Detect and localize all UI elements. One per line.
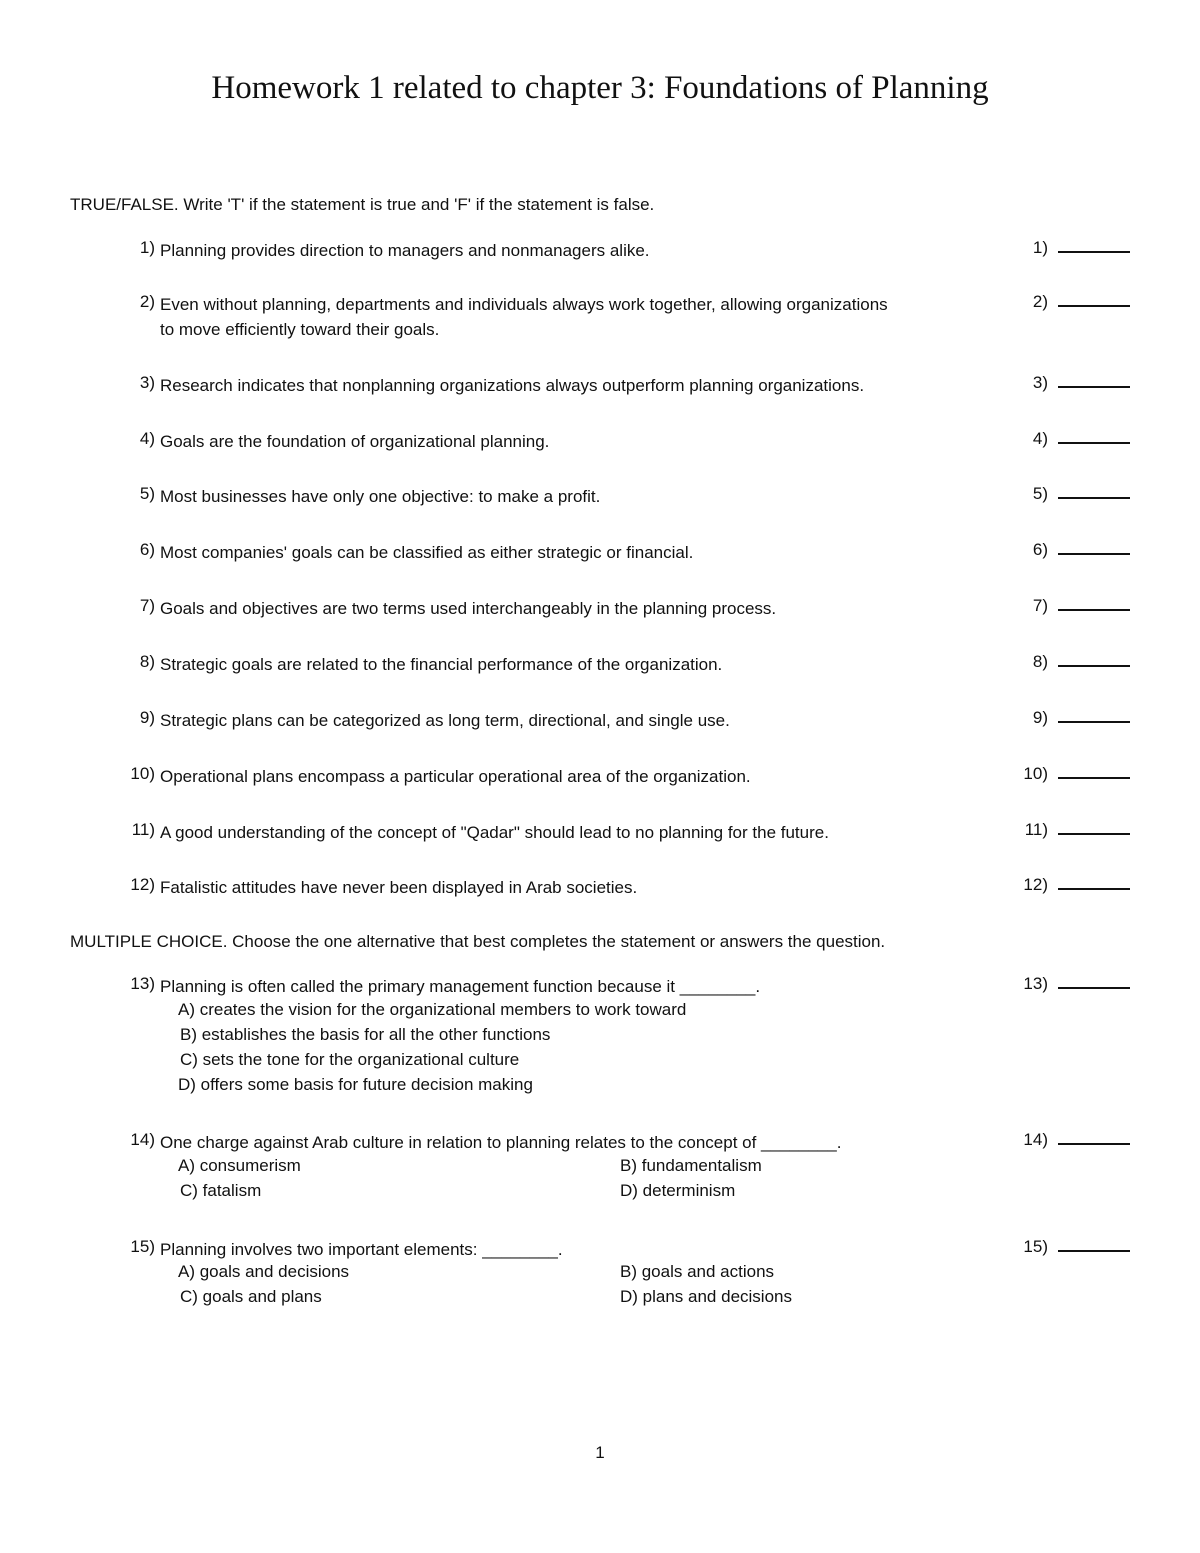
page-number: 1 <box>595 1443 605 1462</box>
answer-number: 14) <box>1023 1130 1048 1149</box>
answer-blank[interactable] <box>1058 553 1130 555</box>
tf-instructions: TRUE/FALSE. Write 'T' if the statement is true and 'F' if the statement is false. <box>70 195 655 214</box>
answer-blank[interactable] <box>1058 386 1130 388</box>
option-a[interactable]: A) consumerism <box>178 1156 301 1175</box>
answer-blank[interactable] <box>1058 833 1130 835</box>
question-text: Strategic goals are related to the financial performance of the organization. <box>160 655 723 674</box>
question-number: 5) <box>139 484 155 503</box>
answer-number: 9) <box>1032 708 1048 727</box>
question-text: Goals are the foundation of organizational planning. <box>160 432 550 451</box>
mc-instructions: MULTIPLE CHOICE. Choose the one alternative that best completes the statement or answers the question. <box>70 932 886 951</box>
question-number: 13) <box>130 974 155 993</box>
question-text: Planning involves two important elements: ________. <box>160 1240 563 1259</box>
question-number: 9) <box>139 708 155 727</box>
option-c[interactable]: C) sets the tone for the organizational culture <box>180 1050 520 1069</box>
page-title: Homework 1 related to chapter 3: Foundations of Planning <box>211 70 989 106</box>
question-number: 14) <box>130 1130 155 1149</box>
question-number: 2) <box>139 292 155 311</box>
answer-number: 15) <box>1023 1237 1048 1256</box>
option-c[interactable]: C) fatalism <box>180 1181 262 1200</box>
question-number: 7) <box>139 596 155 615</box>
answer-blank[interactable] <box>1058 1143 1130 1145</box>
answer-number: 5) <box>1032 484 1048 503</box>
answer-number: 3) <box>1032 373 1048 392</box>
option-d[interactable]: D) plans and decisions <box>620 1287 792 1306</box>
question-text: Even without planning, departments and individuals always work together, allowing organizations to move efficiently toward their goals. <box>160 295 888 339</box>
answer-blank[interactable] <box>1058 721 1130 723</box>
answer-blank[interactable] <box>1058 305 1130 307</box>
question-number: 11) <box>131 820 155 839</box>
question-number: 4) <box>139 429 155 448</box>
question-text: One charge against Arab culture in relation to planning relates to the concept of ________. <box>160 1133 842 1152</box>
question-text: Operational plans encompass a particular operational area of the organization. <box>160 767 751 786</box>
answer-blank[interactable] <box>1058 442 1130 444</box>
option-b[interactable]: B) goals and actions <box>620 1262 775 1281</box>
question-number: 8) <box>139 652 155 671</box>
question-text: Fatalistic attitudes have never been displayed in Arab societies. <box>160 878 638 897</box>
question-number: 1) <box>139 238 155 257</box>
option-b[interactable]: B) establishes the basis for all the other functions <box>180 1025 551 1044</box>
answer-number: 10) <box>1023 764 1048 783</box>
question-text: A good understanding of the concept of "Qadar" should lead to no planning for the future. <box>160 823 829 842</box>
question-text: Strategic plans can be categorized as long term, directional, and single use. <box>160 711 730 730</box>
question-text: Planning provides direction to managers and nonmanagers alike. <box>160 241 650 260</box>
answer-number: 4) <box>1032 429 1048 448</box>
answer-number: 7) <box>1032 596 1048 615</box>
option-b[interactable]: B) fundamentalism <box>620 1156 762 1175</box>
option-c[interactable]: C) goals and plans <box>180 1287 322 1306</box>
question-number: 6) <box>139 540 155 559</box>
answer-blank[interactable] <box>1058 888 1130 890</box>
answer-number: 12) <box>1023 875 1048 894</box>
question-number: 12) <box>130 875 155 894</box>
question-number: 15) <box>130 1237 155 1256</box>
question-text: Goals and objectives are two terms used interchangeably in the planning process. <box>160 599 777 618</box>
question-text: Planning is often called the primary management function because it ________. <box>160 977 761 996</box>
answer-number: 2) <box>1032 292 1048 311</box>
option-d[interactable]: D) determinism <box>620 1181 736 1200</box>
answer-number: 6) <box>1032 540 1048 559</box>
answer-blank[interactable] <box>1058 251 1130 253</box>
answer-blank[interactable] <box>1058 1250 1130 1252</box>
question-text: Most businesses have only one objective: to make a profit. <box>160 487 601 506</box>
answer-blank[interactable] <box>1058 609 1130 611</box>
question-text: Most companies' goals can be classified as either strategic or financial. <box>160 543 694 562</box>
option-a[interactable]: A) goals and decisions <box>178 1262 350 1281</box>
question-number: 10) <box>130 764 155 783</box>
answer-blank[interactable] <box>1058 497 1130 499</box>
answer-number: 13) <box>1023 974 1048 993</box>
answer-blank[interactable] <box>1058 987 1130 989</box>
question-number: 3) <box>139 373 155 392</box>
option-a[interactable]: A) creates the vision for the organizational members to work toward <box>178 1000 687 1019</box>
question-text: Research indicates that nonplanning organizations always outperform planning organizations. <box>160 376 865 395</box>
answer-number: 8) <box>1032 652 1048 671</box>
answer-number: 11) <box>1024 820 1048 839</box>
answer-blank[interactable] <box>1058 665 1130 667</box>
option-d[interactable]: D) offers some basis for future decision making <box>178 1075 533 1094</box>
answer-blank[interactable] <box>1058 777 1130 779</box>
answer-number: 1) <box>1032 238 1048 257</box>
